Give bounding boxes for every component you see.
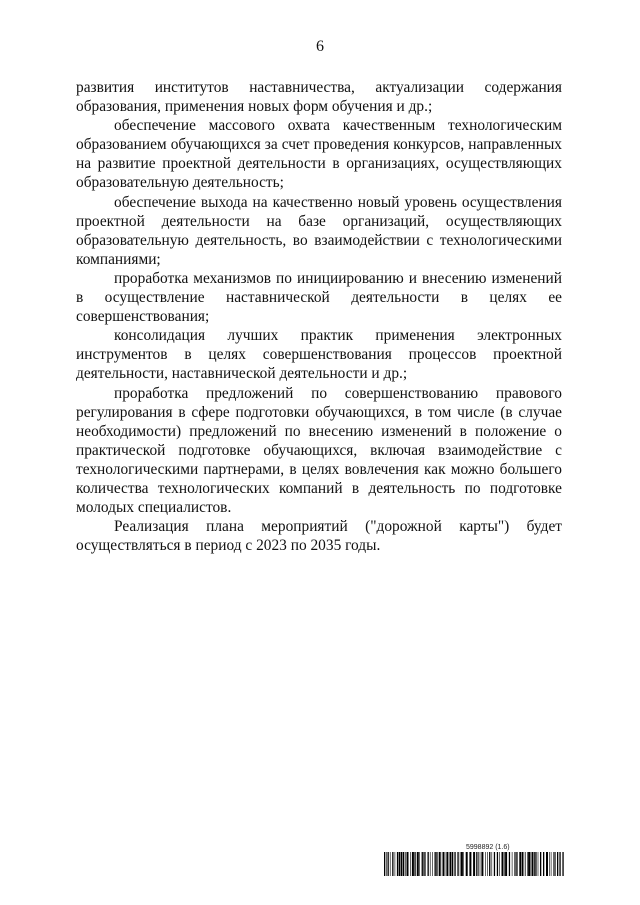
barcode-bar <box>407 852 409 876</box>
barcode-bar <box>463 852 464 876</box>
barcode-bar <box>405 852 406 876</box>
barcode-bar <box>401 852 403 876</box>
barcode-bar <box>538 852 539 876</box>
barcode-bar <box>515 852 516 876</box>
barcode-bar <box>390 852 391 876</box>
barcode-bar <box>414 852 415 876</box>
barcode-bar <box>423 852 424 876</box>
barcode-bar <box>549 852 550 876</box>
barcode-bar <box>516 852 517 876</box>
barcode-bar <box>532 852 533 876</box>
barcode-bar <box>553 852 554 876</box>
barcode-bar <box>559 852 560 876</box>
barcode-bar <box>528 852 530 876</box>
barcode-bar <box>425 852 426 876</box>
barcode-bar <box>492 852 493 876</box>
barcode-bar <box>522 852 523 876</box>
barcode-bar <box>384 852 385 876</box>
barcode-bar <box>562 852 563 876</box>
barcode-bar <box>397 852 398 876</box>
barcode-bar <box>454 852 455 876</box>
barcode-bar <box>504 852 505 876</box>
barcode-bar <box>527 852 528 876</box>
barcode-bar <box>480 852 481 876</box>
barcode-bar <box>443 852 444 876</box>
page-number: 6 <box>316 38 324 55</box>
barcode-bar <box>395 852 396 876</box>
barcode-bar <box>487 852 488 876</box>
barcode-bar <box>412 852 414 876</box>
barcode-bar <box>514 852 515 876</box>
paragraph-2: обеспечение массового охвата качественным технологическим образованием обучающихся за счет проведения конкурсов, направленных на развитие проектной деятельности в организациях, осуществляющих образовательную деятельность; <box>76 117 562 192</box>
paragraph-5: консолидация лучших практик применения электронных инструментов в целях совершенствования процессов проектной деятельности, наставнической деятельности и др.; <box>76 327 562 383</box>
barcode-bar <box>546 852 548 876</box>
barcode-bar <box>436 852 437 876</box>
barcode-bar <box>473 852 475 876</box>
barcode-icon <box>384 852 564 876</box>
barcode-bar <box>509 852 510 876</box>
barcode-bar <box>461 852 463 876</box>
barcode-bar <box>430 852 431 876</box>
barcode-bar <box>419 852 420 876</box>
barcode-bar <box>466 852 468 876</box>
paragraph-1: развития институтов наставничества, актуализации содержания образования, применения новых форм обучения и др.; <box>76 79 562 116</box>
barcode-bar <box>555 852 556 876</box>
barcode-bar <box>478 852 479 876</box>
paragraph-7: Реализация плана мероприятий ("дорожной карты") будет осуществляться в период с 2023 по 2035 годы. <box>76 518 562 555</box>
barcode-bar <box>422 852 423 876</box>
barcode-bar <box>481 852 483 876</box>
barcode-bar <box>551 852 552 876</box>
barcode-bar <box>439 852 441 876</box>
barcode-bar <box>531 852 532 876</box>
barcode-bar <box>403 852 404 876</box>
barcode-bar <box>442 852 443 876</box>
barcode-bar <box>519 852 521 876</box>
barcode-bar <box>554 852 555 876</box>
barcode-bar <box>512 852 513 876</box>
barcode-bar <box>469 852 471 876</box>
barcode-bar <box>540 852 541 876</box>
barcode-bar <box>399 852 400 876</box>
barcode-bar <box>505 852 507 876</box>
barcode-bar <box>485 852 486 876</box>
barcode-bar <box>428 852 429 876</box>
barcode-bar <box>457 852 458 876</box>
barcode-bar <box>446 852 448 876</box>
barcode-bar <box>534 852 535 876</box>
barcode-bar <box>543 852 544 876</box>
barcode-bar <box>557 852 558 876</box>
barcode-bar <box>499 852 500 876</box>
barcode-bar <box>452 852 453 876</box>
barcode-bar <box>435 852 436 876</box>
barcode-bar <box>445 852 446 876</box>
barcode-bar <box>489 852 490 876</box>
document-code: 5998892 (1.6) <box>466 844 510 851</box>
barcode-bar <box>388 852 389 876</box>
barcode-bar <box>476 852 477 876</box>
barcode-bar <box>450 852 452 876</box>
paragraph-4: проработка механизмов по инициированию и внесению изменений в осуществление наставнической деятельности в целях ее совершенствования; <box>76 269 562 326</box>
paragraph-6: проработка предложений по совершенствованию правового регулирования в сфере подготовки обучающихся, в том числе (в случае необходимости) предложений по внесению изменений в положение о практической подготовке обучающихся, включая взаимодействие с технологическими партнерами, в целях вовлечения как можно большего количества технологических компаний в деятельность по подготовке молодых специалистов. <box>76 384 562 517</box>
barcode-bar <box>460 852 461 876</box>
barcode-bar <box>410 852 411 876</box>
barcode-bar <box>502 852 504 876</box>
barcode-bar <box>497 852 498 876</box>
paragraph-3: обеспечение выхода на качественно новый уровень осуществления проектной деятельности на базе организаций, осуществляющих образовательную деятельность, во взаимодействии с технологическими компаниями; <box>76 193 562 268</box>
barcode-bar <box>432 852 433 876</box>
document-body <box>76 78 562 555</box>
barcode-bar <box>417 852 419 876</box>
barcode-bar <box>494 852 495 876</box>
barcode-bar <box>524 852 525 876</box>
barcode-bar <box>525 852 526 876</box>
barcode-bar <box>386 852 387 876</box>
barcode-bar <box>392 852 393 876</box>
barcode-bar <box>535 852 536 876</box>
